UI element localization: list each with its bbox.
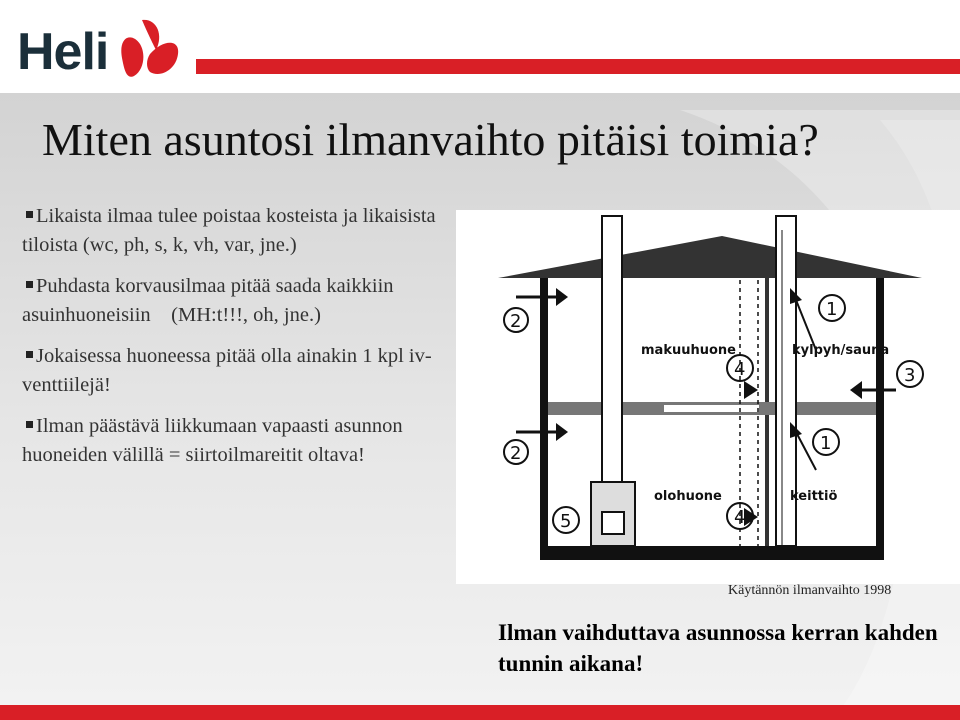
- square-bullet-icon: [26, 421, 33, 428]
- interior-wall-upper: [765, 278, 769, 402]
- bullet-text: Likaista ilmaa tulee poistaa kosteista ja likaisista tiloista (wc, ph, s, k, vh, var, jne.): [22, 205, 436, 256]
- chimney: [602, 216, 622, 486]
- wall-right: [876, 278, 884, 550]
- header: [0, 0, 960, 93]
- bullet-item: [22, 342, 462, 400]
- marker-3: 3: [904, 365, 916, 386]
- house-section-drawing: [456, 210, 960, 584]
- fireplace-opening: [602, 512, 624, 534]
- diagram-caption: Käytännön ilmanvaihto 1998: [728, 583, 892, 598]
- marker-1: 1: [820, 433, 832, 454]
- ventilation-note: Ilman vaihduttava asunnossa kerran kahden tunnin aikana!: [498, 620, 938, 676]
- bullet-item: [22, 412, 462, 470]
- room-label-kitchen: keittiö: [790, 489, 838, 504]
- marker-2: 2: [510, 443, 522, 464]
- bullet-item: [22, 272, 462, 330]
- marker-5: 5: [560, 511, 572, 532]
- bullet-text: Puhdasta korvausilmaa pitää saada kaikkiin asuinhuoneisiin (MH:t!!!, oh, jne.): [22, 275, 399, 326]
- square-bullet-icon: [26, 211, 33, 218]
- bullet-text: Jokaisessa huoneessa pitää olla ainakin 1 kpl iv-venttiilejä!: [22, 345, 432, 396]
- marker-1: 1: [826, 299, 838, 320]
- footer-red-bar: [0, 705, 960, 720]
- square-bullet-icon: [26, 281, 33, 288]
- room-label-bathroom: kylpyh/sauna: [792, 343, 890, 358]
- floor-slab: [540, 546, 884, 560]
- room-label-bedroom: makuuhuone: [641, 343, 736, 358]
- roof: [498, 236, 922, 278]
- interior-wall-lower: [765, 415, 769, 546]
- logo-text: Heli: [17, 23, 109, 81]
- ventilation-diagram: [456, 210, 960, 584]
- floor-opening: [664, 405, 759, 412]
- marker-4: 4: [734, 359, 746, 380]
- bullet-item: [22, 202, 462, 260]
- bullet-text: Ilman päästävä liikkumaan vapaasti asunnon huoneiden välillä = siirtoilmareitit oltava!: [22, 415, 403, 466]
- marker-2: 2: [510, 311, 522, 332]
- header-red-bar: [196, 59, 960, 74]
- square-bullet-icon: [26, 351, 33, 358]
- marker-4: 4: [734, 507, 746, 528]
- room-label-living: olohuone: [654, 489, 722, 504]
- tulip-logo-icon: [112, 14, 184, 86]
- bullet-list: [22, 202, 462, 482]
- wall-left: [540, 278, 548, 550]
- slide-title: Miten asuntosi ilmanvaihto pitäisi toimia?: [42, 114, 819, 165]
